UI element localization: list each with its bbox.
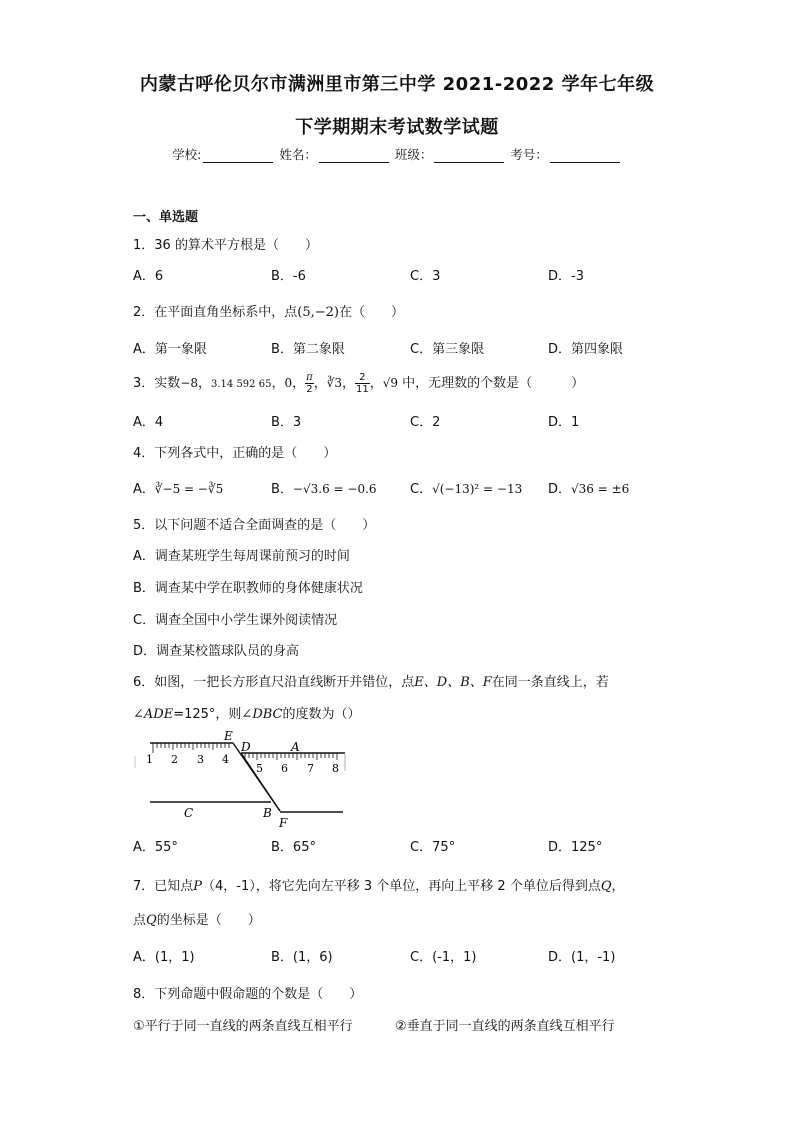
student-info-line: [0, 145, 794, 163]
q7-option-a[interactable]: A．(1，1): [133, 950, 195, 965]
q2-option-a[interactable]: A．第一象限: [133, 342, 207, 357]
ruler-ticks-left: [153, 743, 229, 753]
q5-option-a[interactable]: A．调查某班学生每周课前预习的时间: [133, 549, 350, 564]
label-d: D: [241, 740, 251, 754]
name-label: 姓名：: [279, 147, 317, 162]
q3-two-over-eleven: $\frac{2}{11}$: [356, 372, 369, 395]
ruler-number: 4: [222, 753, 229, 766]
question-6-line1: 6．如图，一把长方形直尺沿直线断开并错位，点E、D、B、F在同一条直线上，若: [133, 675, 609, 690]
q4-c-expression: √(−13)² = −13: [432, 482, 523, 496]
q2-stem-pre: 2．在平面直角坐标系中，点: [133, 305, 298, 320]
class-label: 班级：: [394, 147, 433, 162]
ruler-number: 2: [171, 753, 178, 766]
ruler-number: 7: [307, 762, 314, 775]
q3-cube-root-3: ∛3: [326, 376, 342, 390]
q4-option-a[interactable]: A．∛−5 = −∛5: [133, 482, 224, 497]
question-4: 4．下列各式中，正确的是（ ）: [133, 446, 337, 461]
q1-option-a[interactable]: A．6: [133, 269, 164, 284]
q6-option-b[interactable]: B．65°: [271, 840, 316, 855]
ruler-number: 8: [332, 762, 339, 775]
q4-d-expression: √36 = ±6: [571, 482, 630, 496]
ruler-number: 1: [146, 753, 153, 766]
q2-option-c[interactable]: C．第三象限: [410, 342, 485, 357]
q7-point-q-2: Q: [146, 913, 157, 928]
exam-title-line1: 内蒙古呼伦贝尔市满洲里市第三中学 2021-2022 学年七年级: [139, 74, 655, 95]
q2-stem-post: 在（ ）: [339, 305, 405, 320]
q4-b-expression: −√3.6 = −0.6: [292, 482, 377, 496]
label-a: A: [291, 740, 300, 754]
q1-option-d[interactable]: D．-3: [548, 269, 584, 284]
q4-option-c[interactable]: C．√(−13)² = −13: [410, 482, 523, 497]
q3-sqrt-9: √9: [382, 376, 399, 390]
label-b: B: [263, 806, 272, 820]
q4-a-expression: ∛−5 = −∛5: [154, 482, 224, 496]
q3-number-3: 0: [284, 376, 293, 390]
q8-statement-1: ①平行于同一直线的两条直线互相平行: [133, 1019, 353, 1034]
section-heading: 一、单选题: [133, 210, 199, 225]
question-2: [133, 301, 404, 320]
q7-point-p: P: [193, 879, 203, 894]
ruler-number: 3: [197, 753, 204, 766]
ruler-number: 5: [256, 762, 263, 775]
q5-option-b[interactable]: B．调查某中学在职教师的身体健康状况: [133, 581, 363, 596]
q3-option-a[interactable]: A．4: [133, 415, 164, 430]
school-label: 学校:: [172, 147, 202, 162]
q6-option-c[interactable]: C．75°: [410, 840, 456, 855]
q6-option-d[interactable]: D．125°: [548, 840, 603, 855]
q3-option-d[interactable]: D．1: [548, 415, 580, 430]
q7-option-b[interactable]: B．(1，6): [271, 950, 333, 965]
q8-statement-2: ②垂直于同一直线的两条直线互相平行: [395, 1019, 615, 1034]
label-c: C: [184, 806, 194, 820]
question-7-line1: 7．已知点P（4，-1），将它先向左平移 3 个单位，再向上平移 2 个单位后得到点Q，: [133, 879, 625, 894]
q7-option-c[interactable]: C．(-1，1): [410, 950, 477, 965]
q3-pi-over-2: $\frac{\pi}{2}$: [306, 372, 313, 395]
q5-option-c[interactable]: C．调查全国中小学生课外阅读情况: [133, 613, 338, 628]
name-field[interactable]: [319, 148, 389, 163]
school-field[interactable]: [203, 148, 273, 163]
question-1: 1．36 的算术平方根是（ ）: [133, 238, 318, 253]
q7-point-q: Q: [600, 879, 612, 894]
ruler-number: 6: [281, 762, 288, 775]
q2-point: (5,−2): [297, 305, 339, 320]
q5-option-d[interactable]: D．调查某校篮球队员的身高: [133, 644, 300, 659]
q3-number-1: −8: [180, 376, 198, 390]
q3-post: 中，无理数的个数是（ ）: [402, 376, 585, 391]
q1-option-c[interactable]: C．3: [410, 269, 441, 284]
q2-option-b[interactable]: B．第二象限: [271, 342, 345, 357]
q3-pre: 3．实数: [133, 376, 181, 391]
q3-option-b[interactable]: B．3: [271, 415, 302, 430]
q1-option-b[interactable]: B．-6: [271, 269, 306, 284]
id-label: 考号：: [510, 147, 548, 162]
q7-option-d[interactable]: D．(1，-1): [548, 950, 616, 965]
q6-option-a[interactable]: A．55°: [133, 840, 178, 855]
q6-angle-ade: ∠ADE: [133, 707, 174, 722]
question-6-line2: ∠ADE=125°，则∠DBC的度数为（）: [133, 707, 361, 722]
label-f: F: [279, 816, 288, 830]
q4-option-b[interactable]: B．−√3.6 = −0.6: [271, 482, 377, 497]
ruler-figure: [125, 726, 355, 831]
question-3: 3．实数−8，3.14 592 65，0， $\frac{\pi}{2}$ ，∛3， $\frac{2}{11}$ ，√9 中，无理数的个数是（ ）: [133, 372, 585, 395]
q3-number-2: 3.14 592 65: [211, 379, 272, 390]
q6-angle-dbc: ∠DBC: [241, 707, 283, 722]
label-e: E: [224, 729, 233, 743]
q6-points: E、D、B、F: [414, 675, 492, 690]
question-7-line2: 点Q的坐标是（ ）: [133, 913, 261, 928]
exam-title-line2: 下学期期末考试数学试题: [295, 117, 499, 138]
ruler-ticks-right: [245, 753, 337, 760]
q3-option-c[interactable]: C．2: [410, 415, 441, 430]
q2-option-d[interactable]: D．第四象限: [548, 342, 624, 357]
id-field[interactable]: [550, 148, 620, 163]
class-field[interactable]: [434, 148, 504, 163]
q4-option-d[interactable]: D．√36 = ±6: [548, 482, 630, 497]
question-5: 5．以下问题不适合全面调查的是（ ）: [133, 518, 376, 533]
question-8: 8．下列命题中假命题的个数是（ ）: [133, 987, 363, 1002]
